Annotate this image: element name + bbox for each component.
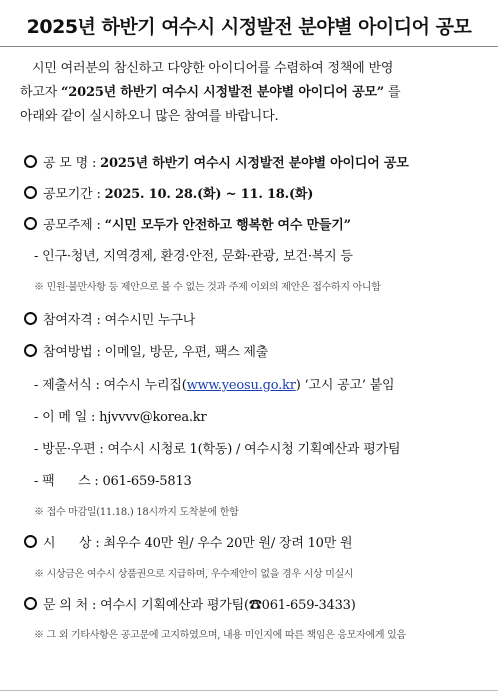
item-value: 이메일, 방문, 우편, 팩스 제출 [104, 345, 269, 360]
deadline-note: ※ 접수 마감일(11.18.) 18시까지 도착분에 한함 [34, 507, 239, 518]
fax-number: 061-659-5813 [102, 474, 192, 489]
email-address[interactable]: hjvvvv@korea.kr [99, 410, 207, 425]
item-value: 최우수 40만 원/ 우수 20만 원/ 장려 10만 원 [103, 536, 353, 551]
item-label: 문 의 처 [43, 598, 88, 613]
intro-line-2-post: 를 [384, 85, 401, 100]
page-title: 2025년 하반기 여수시 시정발전 분야별 아이디어 공모 [26, 16, 472, 38]
bottom-border [0, 690, 498, 691]
theme-note: ※ 민원·불만사항 등 제안으로 볼 수 없는 것과 주제 이외의 제안은 접수하지 아니함 [34, 282, 381, 293]
item-contest-name: 공 모 명 : 2025년 하반기 여수시 시정발전 분야별 아이디어 공모 [24, 152, 409, 171]
theme-categories: - 인구·청년, 지역경제, 환경·안전, 문화·관광, 보건·복지 등 [34, 249, 353, 264]
submission-visit: - 방문·우편 : 여수시 시청로 1(학동) / 여수시청 기획예산과 평가팀 [34, 442, 401, 457]
visit-address: 여수시 시청로 1(학동) / 여수시청 기획예산과 평가팀 [107, 442, 401, 457]
item-label: 공모기간 [43, 187, 93, 202]
submission-fax: - 팩 스 : 061-659-5813 [34, 474, 192, 489]
circle-bullet-icon [24, 312, 37, 325]
circle-bullet-icon [24, 535, 37, 548]
item-theme: 공모주제 : “시민 모두가 안전하고 행복한 여수 만들기” [24, 214, 351, 233]
title-box [0, 0, 498, 47]
prize-note: ※ 시상금은 여수시 상품권으로 지급하며, 우수제안이 없을 경우 시상 미실시 [34, 569, 354, 580]
submission-form: - 제출서식 : 여수시 누리집(www.yeosu.go.kr) ‘고시 공고’ 붙임 [34, 378, 395, 393]
item-label: 시 상 [43, 536, 92, 551]
item-label: 참여자격 [43, 313, 93, 328]
sub-label: - 이 메 일 [34, 410, 88, 425]
intro-line-3: 아래와 같이 실시하오니 많은 참여를 바랍니다. [20, 109, 279, 124]
phone-icon: ☎ [248, 598, 262, 613]
item-contact: 문 의 처 : 여수시 기획예산과 평가팀(☎061-659-3433) [24, 594, 356, 613]
circle-bullet-icon [24, 186, 37, 199]
item-eligibility: 참여자격 : 여수시민 누구나 [24, 309, 195, 328]
item-label: 공 모 명 [43, 156, 88, 171]
sub-label: - 방문·우편 [34, 442, 96, 457]
circle-bullet-icon [24, 597, 37, 610]
intro-contest-name: “2025년 하반기 여수시 시정발전 분야별 아이디어 공모” [61, 85, 385, 100]
item-label: 참여방법 [43, 345, 93, 360]
sub-label: - 팩 스 [34, 474, 91, 489]
item-value: 여수시민 누구나 [104, 313, 196, 328]
form-pre: 여수시 누리집( [103, 378, 187, 393]
item-value: 2025년 하반기 여수시 시정발전 분야별 아이디어 공모 [100, 156, 409, 171]
item-method: 참여방법 : 이메일, 방문, 우편, 팩스 제출 [24, 341, 268, 360]
intro-line-2 [20, 81, 482, 105]
intro-line-1: 시민 여러분의 참신하고 다양한 아이디어를 수렴하여 정책에 반영 [32, 61, 394, 76]
contact-post: ) [350, 598, 356, 613]
yeosu-website-link[interactable]: www.yeosu.go.kr [186, 378, 296, 393]
contact-pre: 여수시 기획예산과 평가팀( [100, 598, 249, 613]
final-note: ※ 그 외 기타사항은 공고문에 고지하였으며, 내용 미인지에 따른 책임은 응모자에게 있음 [34, 630, 406, 641]
circle-bullet-icon [24, 344, 37, 357]
submission-email: - 이 메 일 : hjvvvv@korea.kr [34, 410, 207, 425]
item-value: 2025. 10. 28.(화) ~ 11. 18.(화) [104, 187, 314, 202]
intro-line-2-pre: 하고자 [20, 85, 62, 100]
item-prize: 시 상 : 최우수 40만 원/ 우수 20만 원/ 장려 10만 원 [24, 532, 352, 551]
item-period: 공모기간 : 2025. 10. 28.(화) ~ 11. 18.(화) [24, 183, 313, 202]
intro-paragraph [20, 57, 482, 129]
item-label: 공모주제 [43, 218, 93, 233]
contact-phone[interactable]: 061-659-3433 [261, 598, 351, 613]
item-value: “시민 모두가 안전하고 행복한 여수 만들기” [104, 218, 351, 233]
circle-bullet-icon [24, 155, 37, 168]
sub-label: - 제출서식 [34, 378, 92, 393]
form-post: ) ‘고시 공고’ 붙임 [295, 378, 395, 393]
circle-bullet-icon [24, 217, 37, 230]
